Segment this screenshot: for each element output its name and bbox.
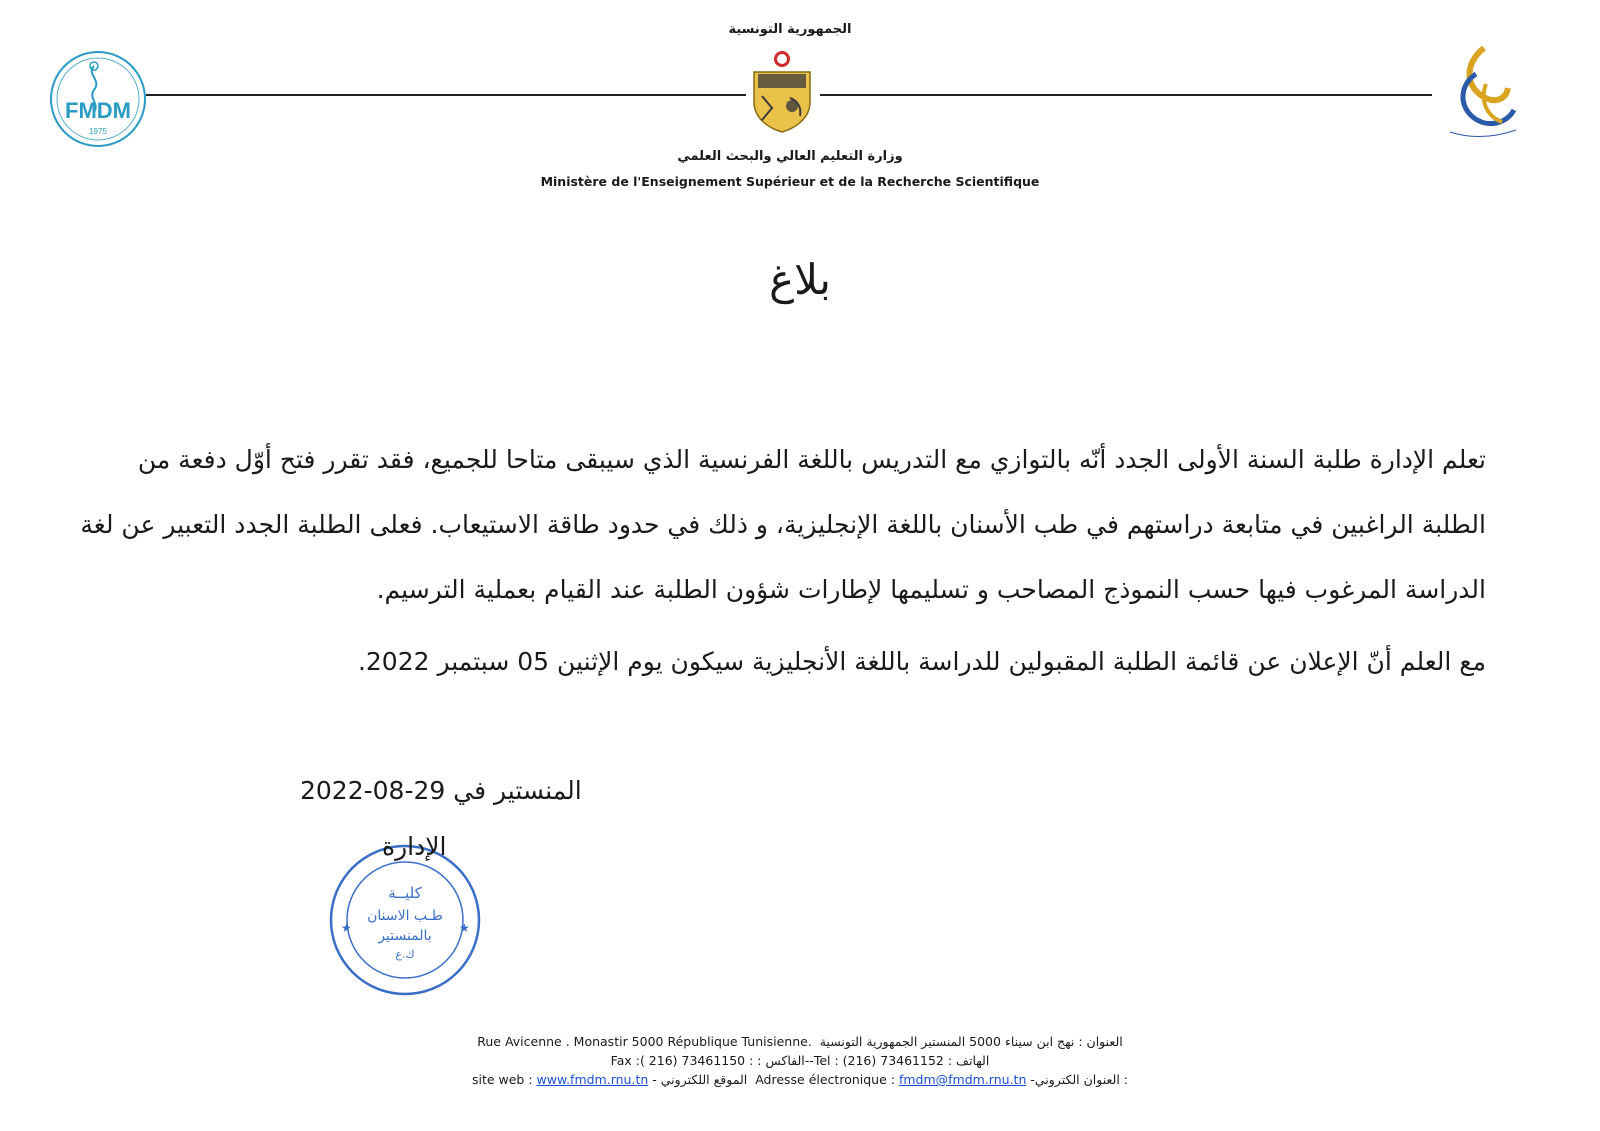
fmdm-logo [42,48,154,150]
footer-web-label-ar: الموقع اللكتروني - [652,1072,748,1087]
footer-email-label: Adresse électronique : [755,1072,895,1087]
footer-phone: Fax :( 216) 73461150 : : الفاكس--Tel : (216) 73461152 : الهاتف [610,1053,990,1068]
footer-email-label-ar: : العنوان الكتروني- [1030,1072,1129,1087]
footer-contact [380,1072,1220,1087]
body-line-1: تعلم الإدارة طلبة السنة الأولى الجدد أنّه بالتوازي مع التدريس باللغة الفرنسية الذي سيبقى متاحا للجميع، فقد تقرر فتح أوّل دفعة من [137,445,1486,474]
fmdm-logo-year: 1975 [89,127,107,136]
stamp-line-2: طـب الاسنان [367,908,443,924]
footer-address [380,1034,1220,1049]
header-rule-left [146,94,746,96]
header-rule-right [820,94,1432,96]
official-stamp [325,840,485,1000]
body-line-4: مع العلم أنّ الإعلان عن قائمة الطلبة المقبولين للدراسة باللغة الأنجليزية سيكون يوم الإثنين 05 سبتمبر 2022. [357,647,1486,676]
email-link[interactable]: fmdm@fmdm.rnu.tn [898,1072,1027,1087]
coat-of-arms-icon [748,50,816,134]
footer-address-ar: العنوان : نهج ابن سيناء 5000 المنستير الجمهورية التونسية [819,1034,1123,1049]
republic-heading: الجمهورية التونسية [728,22,852,37]
place-and-date: المنستير في 29-08-2022 [300,776,582,805]
body-line-2: الطلبة الراغبين في متابعة دراستهم في طب الأسنان باللغة الإنجليزية، و ذلك في حدود طاقة الاستيعاب. فعلى الطلبة الجدد التعبير عن لغة [80,510,1486,539]
announcement-title: بلاغ [769,255,831,304]
signatory-direction: الإدارة [382,832,447,861]
stamp-line-1: كليــة [388,884,422,902]
stamp-star-left-icon: ★ [341,921,352,935]
stamp-line-3: بالمنستير [378,928,432,944]
stamp-star-right-icon: ★ [459,921,470,935]
website-link[interactable]: www.fmdm.rnu.tn [536,1072,649,1087]
ministry-arabic: وزارة التعليم العالي والبحث العلمي [677,149,903,164]
fmdm-logo-text: FMDM [65,98,131,123]
stamp-line-4: ك.ع [395,948,415,961]
footer-address-fr: Rue Avicenne . Monastir 5000 République Tunisienne. [477,1034,812,1049]
footer-web-label: site web : [471,1072,533,1087]
body-line-3: الدراسة المرغوب فيها حسب النموذج المصاحب و تسليمها لإطارات شؤون الطلبة عند القيام بعملية الترسيم. [376,575,1486,604]
university-logo [1436,44,1526,146]
ministry-french: Ministère de l'Enseignement Supérieur et de la Recherche Scientifique [540,174,1040,189]
